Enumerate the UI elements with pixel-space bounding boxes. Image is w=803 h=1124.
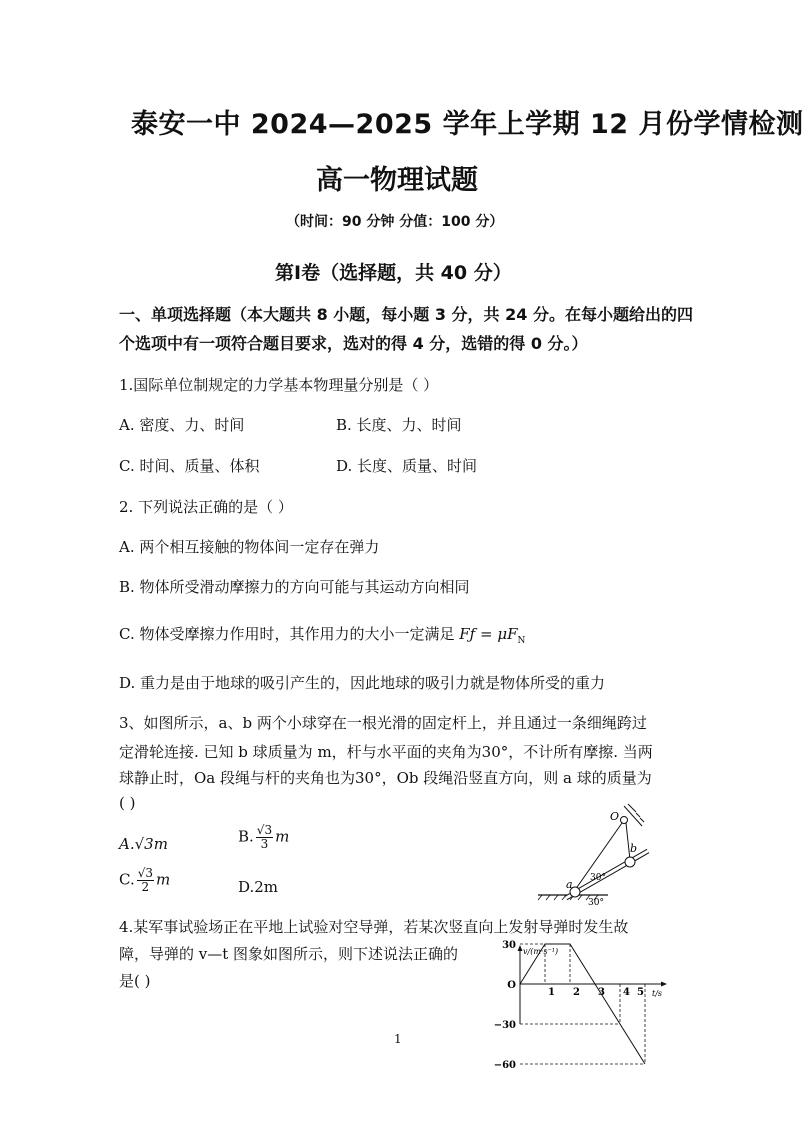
x-tick-label-4: 4 [623, 987, 630, 998]
fraction-denominator: 3 [260, 837, 269, 851]
label-b: b [630, 842, 638, 855]
question-1-option-a: A. 密度、力、时间 [119, 416, 245, 434]
question-3-option-c-label: C. [119, 870, 135, 889]
question-4-line2: 障，导弹的 v—t 图象如图所示，则下述说法正确的 [119, 945, 459, 963]
y-axis-label: v/(m·s⁻¹) [523, 947, 559, 956]
label-o: O [610, 810, 620, 823]
question-3-option-b-label: B. [238, 827, 254, 846]
question-1-stem: 1.国际单位制规定的力学基本物理量分别是（ ） [119, 376, 439, 394]
question-2-option-a: A. 两个相互接触的物体间一定存在弹力 [119, 538, 380, 556]
question-1-option-d: D. 长度、质量、时间 [336, 457, 478, 475]
question-3-option-c-fraction [137, 867, 154, 894]
question-3-option-b [238, 824, 289, 851]
question-2-stem: 2. 下列说法正确的是（ ） [119, 498, 293, 516]
question-3-option-b-unit: m [275, 827, 290, 846]
question-2-formula: Fƒ = μF [459, 625, 518, 643]
question-2-formula-sub: N [517, 636, 526, 646]
pulley [621, 817, 628, 824]
question-3-option-a: A.√3m [119, 835, 168, 853]
question-2-option-d: D. 重力是由于地球的吸引产生的，因此地球的吸引力就是物体所受的重力 [119, 674, 606, 692]
question-2-option-c [119, 623, 525, 646]
x-tick-label-2: 2 [573, 987, 580, 998]
question-3-line4: ( ) [119, 794, 136, 812]
y-tick-label-1: 30 [502, 940, 516, 951]
exam-title: 泰安一中 2024—2025 学年上学期 12 月份学情检测 [131, 109, 803, 140]
x-tick-label-5: 5 [637, 987, 644, 998]
label-angle-ground: 30° [588, 898, 604, 908]
velocity-series-line [520, 944, 645, 1064]
ceiling-hatch [624, 804, 644, 826]
section-instruction-line1: 一、单项选择题（本大题共 8 小题，每小题 3 分，共 24 分。在每小题给出的四 [119, 305, 693, 324]
fraction-denominator: 2 [141, 880, 150, 894]
question-1-option-b: B. 长度、力、时间 [336, 416, 462, 434]
vt-chart [490, 940, 680, 1071]
exam-subtitle: 高一物理试题 [316, 165, 478, 196]
fraction-numerator: √3 [256, 823, 273, 837]
label-a: a [566, 878, 573, 891]
question-3-line3: 球静止时，Oa 段绳与杆的夹角也为30°，Ob 段绳沿竖直方向，则 a 球的质量为 [119, 769, 652, 787]
question-2-option-b: B. 物体所受滑动摩擦力的方向可能与其运动方向相同 [119, 578, 470, 596]
x-axis-arrow [661, 982, 667, 987]
x-tick-label-3: 3 [598, 987, 605, 998]
page-number: 1 [394, 1032, 402, 1046]
question-4-line3: 是( ) [119, 972, 151, 990]
x-tick-label-1: 1 [548, 987, 555, 998]
chart-guides [520, 944, 645, 1064]
question-3-option-d: D.2m [238, 878, 279, 896]
ball-b [625, 857, 635, 867]
y-axis-arrow [518, 945, 523, 951]
volume-heading: 第Ⅰ卷（选择题，共 40 分） [275, 262, 512, 284]
question-3-figure [530, 796, 670, 906]
question-1-option-c: C. 时间、质量、体积 [119, 457, 260, 475]
chart-ticks [494, 940, 644, 1071]
label-angle-rope: 30° [590, 873, 606, 883]
fraction-numerator: √3 [137, 866, 153, 880]
section-instruction-line2: 个选项中有一项符合题目要求，选对的得 4 分，选错的得 0 分。） [119, 334, 588, 353]
question-3-option-c [119, 867, 170, 894]
y-tick-label-2: O [507, 980, 516, 991]
question-3-option-b-fraction [256, 824, 273, 851]
question-3-line2: 定滑轮连接. 已知 b 球质量为 m，杆与水平面的夹角为30°，不计所有摩擦. 当两 [119, 743, 653, 761]
exam-meta: （时间：90 分钟 分值：100 分） [286, 214, 504, 230]
y-tick-label-4: −60 [493, 1060, 516, 1071]
question-2-option-c-text: C. 物体受摩擦力作用时，其作用力的大小一定满足 [119, 625, 455, 643]
question-4-line1: 4.某军事试验场正在平地上试验对空导弹，若某次竖直向上发射导弹时发生故 [119, 918, 629, 936]
x-axis-label: t/s [652, 989, 663, 998]
question-3-option-c-unit: m [156, 870, 171, 889]
y-tick-label-3: −30 [493, 1020, 516, 1031]
question-3-line1: 3、如图所示，a、b 两个小球穿在一根光滑的固定杆上，并且通过一条细绳跨过 [119, 714, 647, 732]
